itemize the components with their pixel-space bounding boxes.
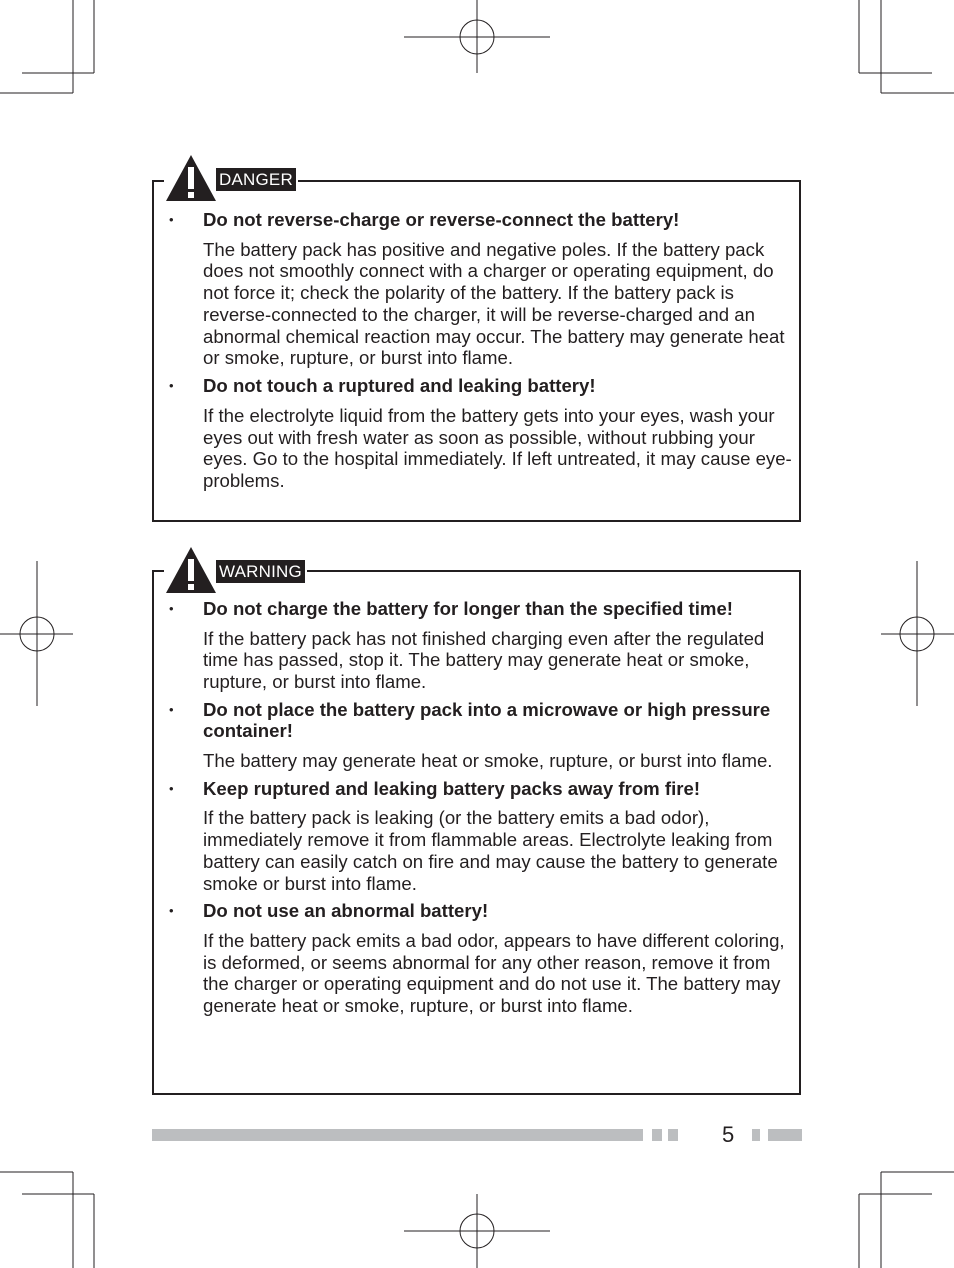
item-body: If the battery pack emits a bad odor, appears to have different coloring, is deformed, or seems abnormal for any other reason, remove it from the charger or operating equipment and do not use it. The battery may generate heat or smoke, rupture, or burst into flame. [203, 929, 785, 1017]
bullet: • [169, 903, 174, 919]
item-heading: Do not charge the battery for longer than the specified time! [203, 598, 733, 619]
crop-mark-icon [859, 0, 954, 93]
footer-block [752, 1129, 760, 1141]
list-item [163, 209, 793, 369]
item-heading: Do not touch a ruptured and leaking battery! [203, 375, 596, 397]
registration-mark-icon [404, 0, 550, 73]
page-number: 5 [722, 1122, 735, 1147]
list-item [163, 375, 793, 492]
item-body: The battery pack has positive and negative poles. If the battery pack does not smoothly connect with a charger or operating equipment, do not force it; check the polarity of the battery. If the battery pack is reverse-connected to the charger, it will be reverse-charged and an abnormal chemical reaction may occur. The battery may generate heat or smoke, rupture, or burst into flame. [203, 238, 785, 369]
registration-mark-icon [404, 1194, 550, 1268]
footer-bar [768, 1129, 802, 1141]
footer-bar [152, 1129, 643, 1141]
item-heading: Do not reverse-charge or reverse-connect the battery! [203, 209, 680, 230]
bullet: • [169, 212, 174, 227]
item-heading: Do not place the battery pack into a microwave or high pressure container! [203, 698, 771, 742]
list-item [163, 699, 793, 772]
exclamation-triangle-icon [164, 153, 218, 203]
registration-mark-icon [881, 561, 954, 706]
item-body: The battery may generate heat or smoke, rupture, or burst into flame. [203, 749, 773, 771]
warning-badge [164, 545, 307, 595]
crop-mark-icon [0, 0, 94, 93]
danger-label: DANGER [216, 168, 296, 191]
item-heading: Keep ruptured and leaking battery packs away from fire! [203, 777, 701, 799]
danger-list [163, 209, 793, 498]
warning-list [163, 598, 793, 1023]
crop-mark-icon [859, 1172, 954, 1268]
bullet: • [169, 780, 174, 796]
warning-label: WARNING [216, 560, 305, 583]
danger-badge [164, 153, 298, 203]
bullet: • [169, 601, 174, 616]
bullet: • [169, 378, 174, 394]
list-item [163, 778, 793, 895]
footer-block [668, 1129, 678, 1141]
item-body: If the battery pack is leaking (or the battery emits a bad odor), immediately remove it from flammable areas. Electrolyte leaking from battery can easily catch on fire and may cause the battery to generate smoke or burst into flame. [203, 807, 778, 894]
list-item [163, 900, 793, 1017]
exclamation-triangle-icon [164, 545, 218, 595]
item-heading: Do not use an abnormal battery! [203, 900, 489, 922]
crop-mark-icon [0, 1172, 94, 1268]
registration-mark-icon [0, 561, 73, 706]
footer-block [652, 1129, 662, 1141]
item-body: If the electrolyte liquid from the battery gets into your eyes, wash your eyes out with fresh water as soon as possible, without rubbing your eyes. Go to the hospital immediately. If left untreated, it may cause eye-problems. [203, 404, 792, 492]
list-item [163, 598, 793, 693]
bullet: • [169, 701, 174, 717]
item-body: If the battery pack has not finished charging even after the regulated time has passed, stop it. The battery may generate heat or smoke, rupture, or burst into flame. [203, 627, 765, 693]
